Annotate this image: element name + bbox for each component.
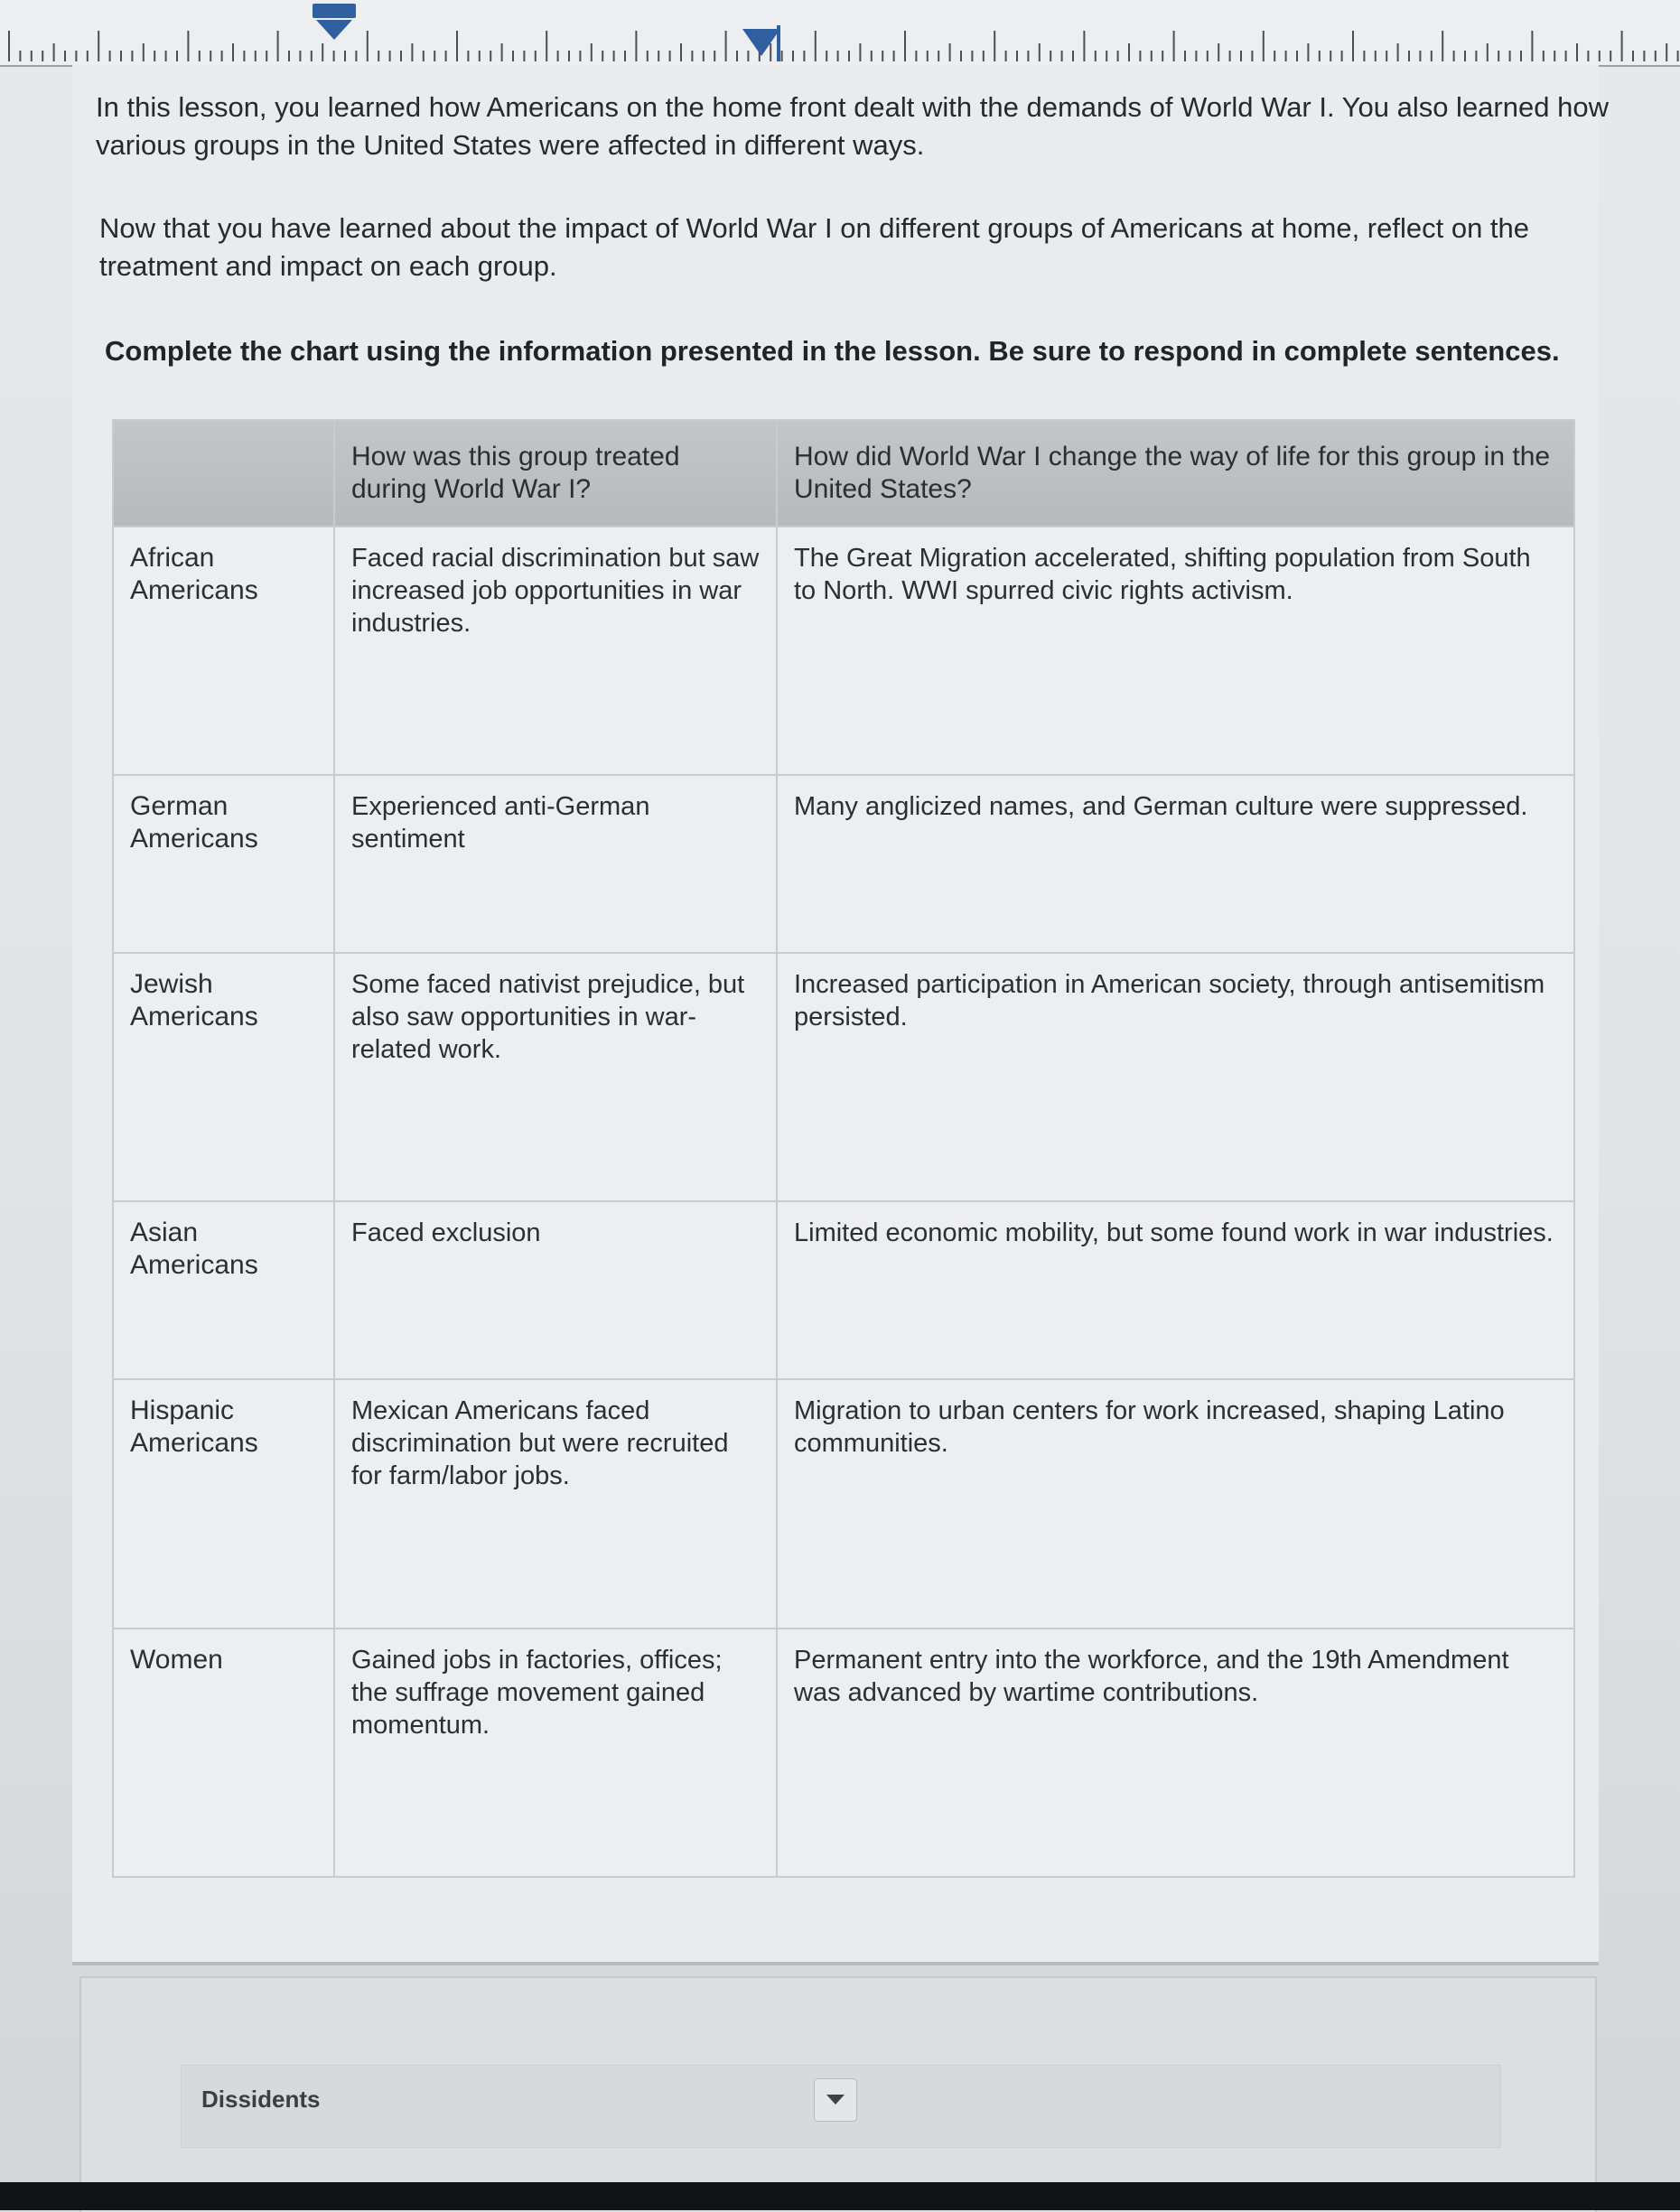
change-cell[interactable]: Migration to urban centers for work increased, shaping Latino communities. <box>777 1379 1574 1628</box>
dropdown-button[interactable] <box>814 2078 857 2122</box>
change-cell[interactable]: Increased participation in American society, through antisemitism persisted. <box>777 953 1574 1201</box>
reflect-paragraph: Now that you have learned about the impact of World War I on different groups of Americans at home, reflect on the treatment and impact on each group. <box>99 212 1530 282</box>
caret-down-icon <box>826 2095 845 2105</box>
change-cell[interactable]: Limited economic mobility, but some found work in war industries. <box>777 1201 1574 1379</box>
treatment-cell[interactable]: Faced racial discrimination but saw increased job opportunities in war industries. <box>334 527 777 775</box>
table-row <box>113 1201 1574 1379</box>
ruler[interactable] <box>0 0 1680 67</box>
table-row <box>113 1379 1574 1628</box>
section-divider <box>72 1962 1599 1965</box>
group-cell: Asian Americans <box>113 1201 334 1379</box>
table-row <box>113 775 1574 953</box>
treatment-cell[interactable]: Gained jobs in factories, offices; the suffrage movement gained momentum. <box>334 1629 777 1877</box>
document-body[interactable] <box>72 65 1609 1962</box>
response-chart <box>112 419 1575 1878</box>
table-row <box>113 527 1574 775</box>
group-cell: German Americans <box>113 775 334 953</box>
screen-bezel <box>0 2182 1680 2210</box>
group-cell: Jewish Americans <box>113 953 334 1201</box>
treatment-cell[interactable]: Some faced nativist prejudice, but also saw opportunities in war-related work. <box>334 953 777 1201</box>
indent-marker-icon[interactable] <box>309 4 359 42</box>
header-treatment: How was this group treated during World War I? <box>334 420 777 527</box>
header-change: How did World War I change the way of life for this group in the United States? <box>777 420 1574 527</box>
treatment-cell[interactable]: Mexican Americans faced discrimination but were recruited for farm/labor jobs. <box>334 1379 777 1628</box>
change-cell[interactable]: Many anglicized names, and German culture were suppressed. <box>777 775 1574 953</box>
instructions: Complete the chart using the information presented in the lesson. Be sure to respond in complete sentences. <box>105 335 1560 367</box>
table-row <box>113 953 1574 1201</box>
treatment-cell[interactable]: Faced exclusion <box>334 1201 777 1379</box>
bottom-panel <box>79 1976 1597 2212</box>
tab-stop-icon[interactable] <box>739 25 784 61</box>
chart-header-row <box>113 420 1574 527</box>
dissidents-label: Dissidents <box>201 2086 321 2113</box>
treatment-cell[interactable]: Experienced anti-German sentiment <box>334 775 777 953</box>
header-group <box>113 420 334 527</box>
change-cell[interactable]: Permanent entry into the workforce, and the 19th Amendment was advanced by wartime contributions. <box>777 1629 1574 1877</box>
change-cell[interactable]: The Great Migration accelerated, shifting population from South to North. WWI spurred civic rights activism. <box>777 527 1574 775</box>
group-cell: Hispanic Americans <box>113 1379 334 1628</box>
intro-paragraph: In this lesson, you learned how Americans on the home front dealt with the demands of World War I. You also learned how various groups in the United States were affected in different ways. <box>96 91 1609 161</box>
group-cell: African Americans <box>113 527 334 775</box>
table-row <box>113 1629 1574 1877</box>
group-cell: Women <box>113 1629 334 1877</box>
ruler-ticks <box>0 0 1680 65</box>
dissidents-row[interactable] <box>181 2065 1501 2148</box>
